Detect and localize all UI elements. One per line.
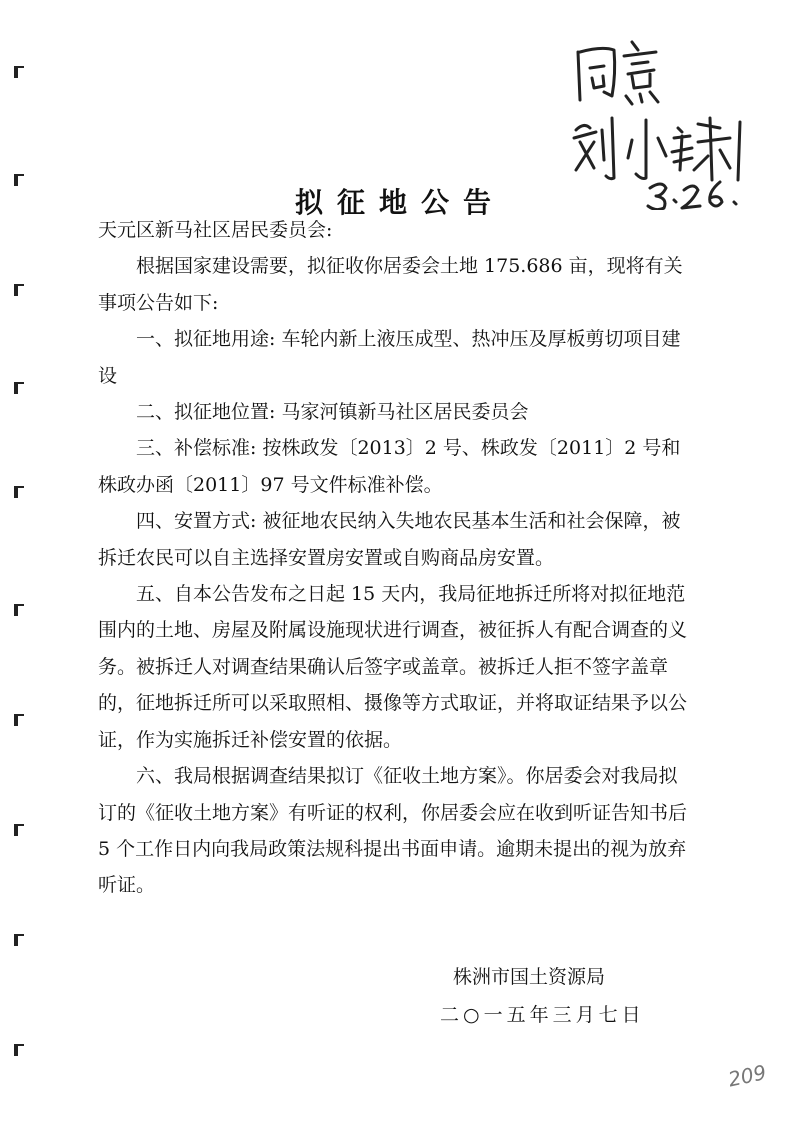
page-number <box>726 1060 776 1108</box>
paragraph-hearing: 六、我局根据调查结果拟订《征收土地方案》。你居委会对我局拟订的《征收土地方案》有听证的权利，你居委会应在收到听证告知书后 5 个工作日内向我局政策法规科提出书面申请。逾期未提出的视为放弃听证。 <box>98 765 688 897</box>
notice-title: 拟征地公告 <box>294 185 505 219</box>
addressee: 天元区新马社区居民委员会: <box>98 219 333 241</box>
issue-date: 二○一五年三月七日 <box>440 1004 645 1026</box>
issuer-name: 株洲市国土资源局 <box>453 966 606 988</box>
signature-block <box>440 958 645 1034</box>
notice-body <box>98 212 688 904</box>
paragraph-purpose: 一、拟征地用途: 车轮内新上液压成型、热冲压及厚板剪切项目建设 <box>98 328 681 387</box>
binding-mark <box>14 486 18 498</box>
paragraph-compensation: 三、补偿标准: 按株政发〔2013〕2 号、株政发〔2011〕2 号和株政办函〔2011〕97 号文件标准补偿。 <box>98 437 681 496</box>
binding-mark <box>14 604 18 616</box>
binding-mark <box>14 824 18 836</box>
binding-mark <box>14 382 18 394</box>
paragraph-resettlement: 四、安置方式: 被征地农民纳入失地农民基本生活和社会保障，被拆迁农民可以自主选择安置房安置或自购商品房安置。 <box>98 510 681 569</box>
binding-mark <box>14 66 18 78</box>
paragraph-survey: 五、自本公告发布之日起 15 天内，我局征地拆迁所将对拟征地范围内的土地、房屋及附属设施现状进行调查，被征拆人有配合调查的义务。被拆迁人对调查结果确认后签字或盖章。被拆迁人拒不签字盖章的，征地拆迁所可以采取照相、摄像等方式取证，并将取证结果予以公证，作为实施拆迁补偿安置的依据。 <box>98 583 688 751</box>
binding-mark <box>14 284 18 296</box>
paragraph-location: 二、拟征地位置: 马家河镇新马社区居民委员会 <box>136 401 529 424</box>
binding-mark <box>14 1044 18 1056</box>
page-number-text: 209 <box>726 1060 769 1092</box>
paragraph-intro: 根据国家建设需要，拟征收你居委会土地 175.686 亩，现将有关事项公告如下: <box>98 255 683 314</box>
binding-mark <box>14 714 18 726</box>
binding-mark <box>14 934 18 946</box>
